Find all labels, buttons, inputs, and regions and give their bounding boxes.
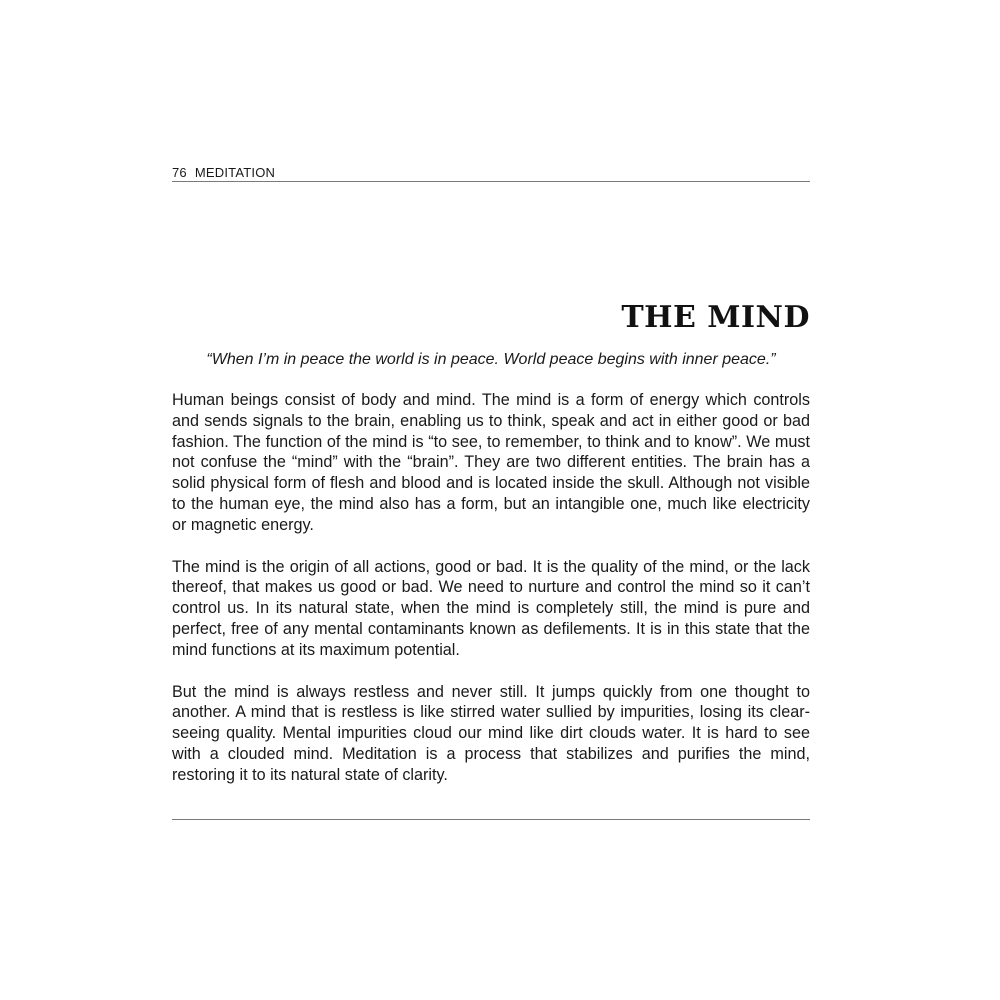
header-rule — [172, 181, 810, 182]
body-text — [172, 390, 810, 807]
paragraph: But the mind is always restless and never still. It jumps quickly from one thought to another. A mind that is restless is like stirred water sullied by impurities, losing its clear-seeing quality. Mental impurities cloud our mind like dirt clouds water. It is hard to see with a clouded mind. Meditation is a process that stabilizes and purifies the mind, restoring it to its natural state of clarity. — [172, 682, 810, 784]
page-number: 76 — [172, 165, 187, 180]
book-page — [172, 0, 810, 1000]
chapter-title: THE MIND — [621, 300, 810, 335]
running-head — [172, 165, 810, 181]
epigraph-quote: “When I’m in peace the world is in peace. World peace begins with inner peace.” — [206, 351, 776, 368]
section-title: MEDITATION — [194, 165, 276, 180]
paragraph: The mind is the origin of all actions, good or bad. It is the quality of the mind, or the lack thereof, that makes us good or bad. We need to nurture and control the mind so it can’t control us. In its natural state, when the mind is completely still, the mind is pure and perfect, free of any mental contaminants known as defilements. It is in this state that the mind functions at its maximum potential. — [172, 557, 810, 659]
paragraph: Human beings consist of body and mind. The mind is a form of energy which controls and sends signals to the brain, enabling us to think, speak and act in either good or bad fashion. The function of the mind is “to see, to remember, to think and to know”. We must not confuse the “mind” with the “brain”. They are two different entities. The brain has a solid physical form of flesh and blood and is located inside the skull. Although not visible to the human eye, the mind also has a form, but an intangible one, much like electricity or magnetic energy. — [172, 391, 810, 534]
footer-rule — [172, 819, 810, 820]
